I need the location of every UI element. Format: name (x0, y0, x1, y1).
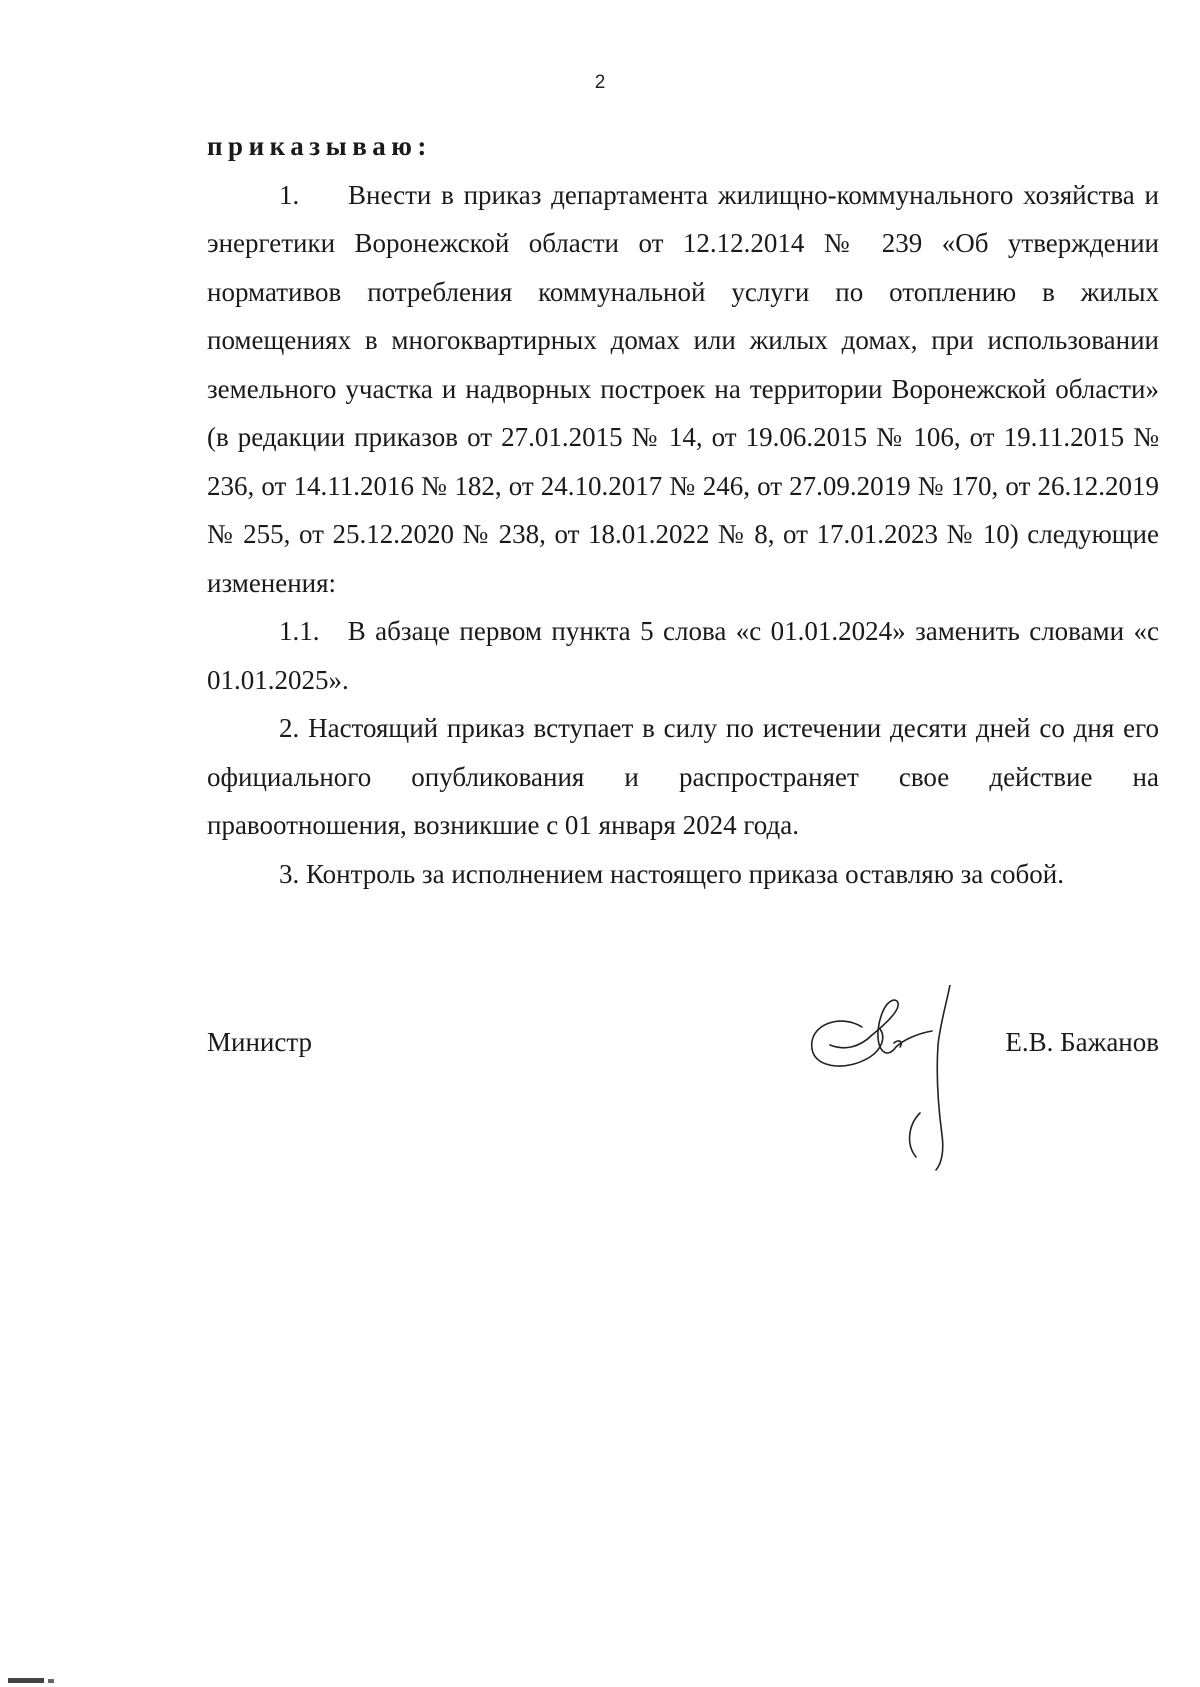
order-heading: приказываю: (207, 131, 432, 161)
handwritten-signature (800, 985, 980, 1175)
document-body (207, 122, 1159, 898)
scan-artifact-mark (0, 1672, 70, 1687)
signature-block (207, 1027, 1159, 1077)
paragraph-3: 3. Контроль за исполнением настоящего приказа оставляю за собой. (279, 858, 1064, 889)
paragraph-1: 1. Внести в приказ департамента жилищно-коммунального хозяйства и энергетики Воронежской области от 12.12.2014 № 239 «Об утверждении нормативов потребления коммунальной услуги по отоплению в жилых помещениях в многоквартирных домах или жилых домах, при использовании земельного участка и надворных построек на территории Воронежской области» (в редакции приказов от 27.01.2015 № 14, от 19.06.2015 № 106, от 19.11.2015 № 236, от 14.11.2016 № 182, от 24.10.2017 № 246, от 27.09.2019 № 170, от 26.12.2019 № 255, от 25.12.2020 № 238, от 18.01.2022 № 8, от 17.01.2023 № 10) следующие изменения: (207, 179, 1159, 598)
signatory-title: Министр (207, 1027, 312, 1057)
paragraph-1-1: 1.1. В абзаце первом пункта 5 слова «с 01.01.2024» заменить словами «с 01.01.2025». (207, 616, 1159, 695)
page-number: 2 (594, 72, 606, 93)
paragraph-2: 2. Настоящий приказ вступает в силу по истечении десяти дней со дня его официального опубликования и распространяет свое действие на правоотношения, возникшие с 01 января 2024 года. (207, 713, 1159, 840)
signatory-name: Е.В. Бажанов (1005, 1027, 1159, 1057)
